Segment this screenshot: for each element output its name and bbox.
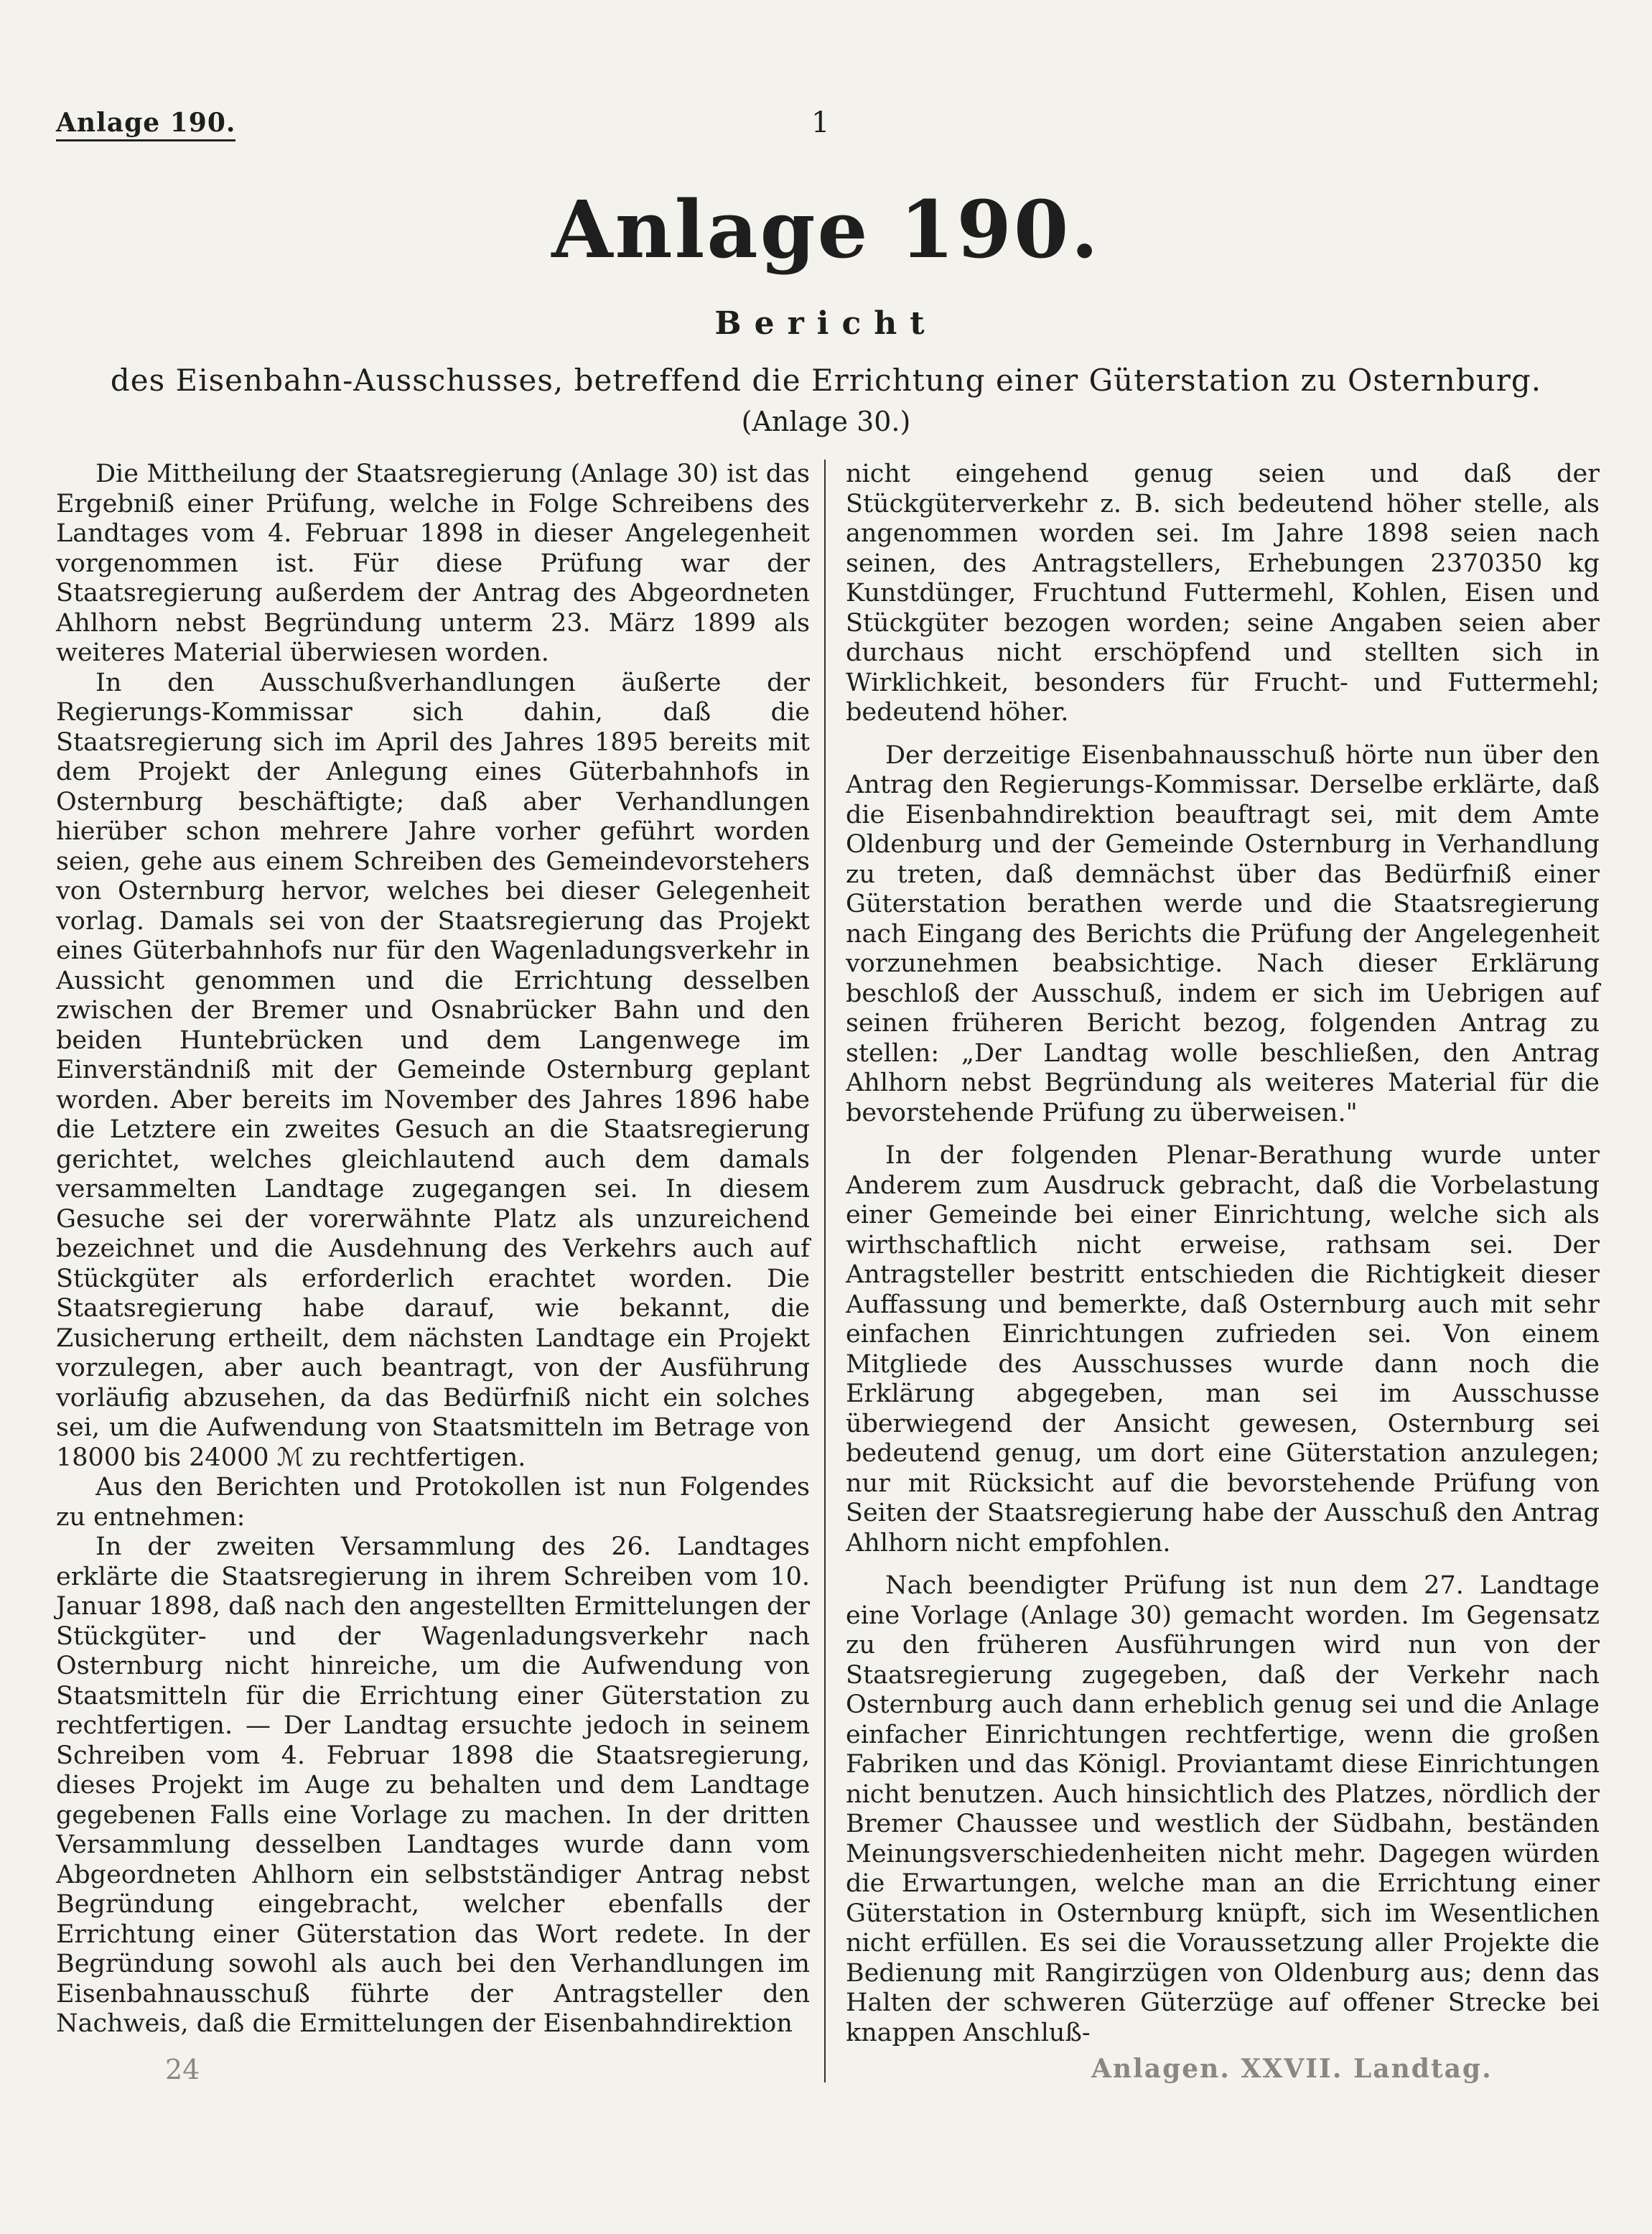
paragraph: nicht eingehend genug seien und daß der Stückgüterverkehr z. B. sich bedeutend höher stelle, als angenommen worden sei. Im Jahre 1898 seien nach seinen, des Antragstellers, Erhebungen 2370350 kg Kunstdünger, Fruchtund Futtermehl, Kohlen, Eisen und Stückgüter bezogen worden; seine Angaben seien aber durchaus nicht erschöpfend und stellten sich in Wirklichkeit, besonders für Frucht- und Futtermehl; bedeutend höher. <box>846 460 1600 727</box>
reference-note: (Anlage 30.) <box>741 406 911 437</box>
paragraph: In der zweiten Versammlung des 26. Landtages erklärte die Staatsregierung in ihrem Schreiben vom 10. Januar 1898, daß nach den angestellten Ermittelungen der Stückgüter- und der Wagenladungsverkehr nach Osternburg nicht hinreiche, um die Aufwendung von Staatsmitteln für die Errichtung einer Güterstation zu rechtfertigen. — Der Landtag ersuchte jedoch in seinem Schreiben vom 4. Februar 1898 die Staatsregierung, dieses Projekt im Auge zu behalten und dem Landtage gegebenen Falls eine Vorlage zu machen. In der dritten Versammlung desselben Landtages wurde dann vom Abgeordneten Ahlhorn ein selbstständiger Antrag nebst Begründung eingebracht, welcher ebenfalls der Errichtung einer Güterstation das Wort redete. In der Begründung sowohl als auch bei den Verhandlungen im Eisenbahnausschuß führte der Antragsteller den Nachweis, daß die Ermittelungen der Eisenbahndirektion <box>56 1532 810 2038</box>
paragraph: Die Mittheilung der Staatsregierung (Anlage 30) ist das Ergebniß einer Prüfung, welche in Folge Schreibens des Landtages vom 4. Februar 1898 in dieser Angelegenheit vorgenommen ist. Für diese Prüfung war der Staatsregierung außerdem der Antrag des Abgeordneten Ahlhorn nebst Begründung unterm 23. März 1899 als weiteres Material überwiesen worden. <box>56 460 810 667</box>
report-subject: des Eisenbahn-Ausschusses, betreffend die Errichtung einer Güterstation zu Osternburg. <box>110 363 1542 398</box>
report-label: Bericht <box>714 305 938 342</box>
paragraph: Aus den Berichten und Protokollen ist nun Folgendes zu entnehmen: <box>56 1473 810 1532</box>
paragraph: Nach beendigter Prüfung ist nun dem 27. Landtage eine Vorlage (Anlage 30) gemacht worden. Im Gegensatz zu den früheren Ausführungen wird nun von der Staatsregierung zugegeben, daß der Verkehr nach Osternburg auch dann erheblich genug sei und die Anlage einfacher Einrichtungen rechtfertige, wenn die großen Fabriken und das Königl. Proviantamt diese Einrichtungen nicht benutzen. Auch hinsichtlich des Platzes, nördlich der Bremer Chaussee und westlich der Südbahn, beständen Meinungsverschiedenheiten nicht mehr. Dagegen würden die Erwartungen, welche man an die Errichtung einer Güterstation in Osternburg knüpft, sich im Wesentlichen nicht erfüllen. Es sei die Voraussetzung aller Projekte die Bedienung mit Rangirzügen von Oldenburg aus; denn das Halten der schweren Güterzüge auf offener Strecke bei knappen Anschluß- <box>846 1571 1600 2047</box>
footer-show-through-text: Anlagen. XXVII. Landtag. <box>1091 2054 1493 2084</box>
paragraph: In den Ausschußverhandlungen äußerte der Regierungs-Kommissar sich dahin, daß die Staatsregierung sich im April des Jahres 1895 bereits mit dem Projekt der Anlegung eines Güterbahnhofs in Osternburg beschäftigte; daß aber Verhandlungen hierüber schon mehrere Jahre vorher geführt worden seien, gehe aus einem Schreiben des Gemeindevorstehers von Osternburg hervor, welches bei dieser Gelegenheit vorlag. Damals sei von der Staatsregierung das Projekt eines Güterbahnhofs nur für den Wagenladungsverkehr in Aussicht genommen und die Errichtung desselben zwischen der Bremer und Osnabrücker Bahn und den beiden Huntebrücken und dem Langenwege im Einverständniß mit der Gemeinde Osternburg geplant worden. Aber bereits im November des Jahres 1896 habe die Letztere ein zweites Gesuch an die Staatsregierung gerichtet, welches gleichlautend auch dem damals versammelten Landtage zugegangen sei. In diesem Gesuche sei der vorerwähnte Platz als unzureichend bezeichnet und die Ausdehnung des Verkehrs auch auf Stückgüter als erforderlich erachtet worden. Die Staatsregierung habe darauf, wie bekannt, die Zusicherung ertheilt, dem nächsten Landtage ein Projekt vorzulegen, aber auch beantragt, von der Ausführung vorläufig abzusehen, da das Bedürfniß nicht ein solches sei, um die Aufwendung von Staatsmitteln im Betrage von 18000 bis 24000 ℳ zu rechtfertigen. <box>56 668 810 1472</box>
footer-signature-mark: 24 <box>165 2054 200 2085</box>
column-divider <box>824 460 826 2082</box>
main-title: Anlage 190. <box>551 183 1101 276</box>
page-number: 1 <box>811 106 830 139</box>
running-head: Anlage 190. <box>56 108 235 141</box>
right-column <box>846 460 1600 2048</box>
paragraph: In der folgenden Plenar-Berathung wurde unter Anderem zum Ausdruck gebracht, daß die Vorbelastung einer Gemeinde bei einer Einrichtung, welche sich als wirthschaftlich nicht erweise, rathsam sei. Der Antragsteller bestritt entschieden die Richtigkeit dieser Auffassung und bemerkte, daß Osternburg auch mit sehr einfachen Einrichtungen zufrieden sei. Von einem Mitgliede des Ausschusses wurde dann noch die Erklärung abgegeben, man sei im Ausschusse überwiegend der Ansicht gewesen, Osternburg sei bedeutend genug, um dort eine Güterstation anzulegen; nur mit Rücksicht auf die bevorstehende Prüfung von Seiten der Staatsregierung habe der Ausschuß den Antrag Ahlhorn nicht empfohlen. <box>846 1141 1600 1558</box>
left-column <box>56 460 810 2039</box>
paragraph: Der derzeitige Eisenbahnausschuß hörte nun über den Antrag den Regierungs-Kommissar. Derselbe erklärte, daß die Eisenbahndirektion beauftragt sei, mit dem Amte Oldenburg und der Gemeinde Osternburg in Verhandlung zu treten, daß demnächst über das Bedürfniß einer Güterstation berathen werde und die Staatsregierung nach Eingang des Berichts die Prüfung der Angelegenheit vorzunehmen beabsichtige. Nach dieser Erklärung beschloß der Ausschuß, indem er sich im Uebrigen auf seinen früheren Bericht bezog, folgenden Antrag zu stellen: „Der Landtag wolle beschließen, den Antrag Ahlhorn nebst Begründung als weiteres Material für die bevorstehende Prüfung zu überweisen." <box>846 740 1600 1127</box>
